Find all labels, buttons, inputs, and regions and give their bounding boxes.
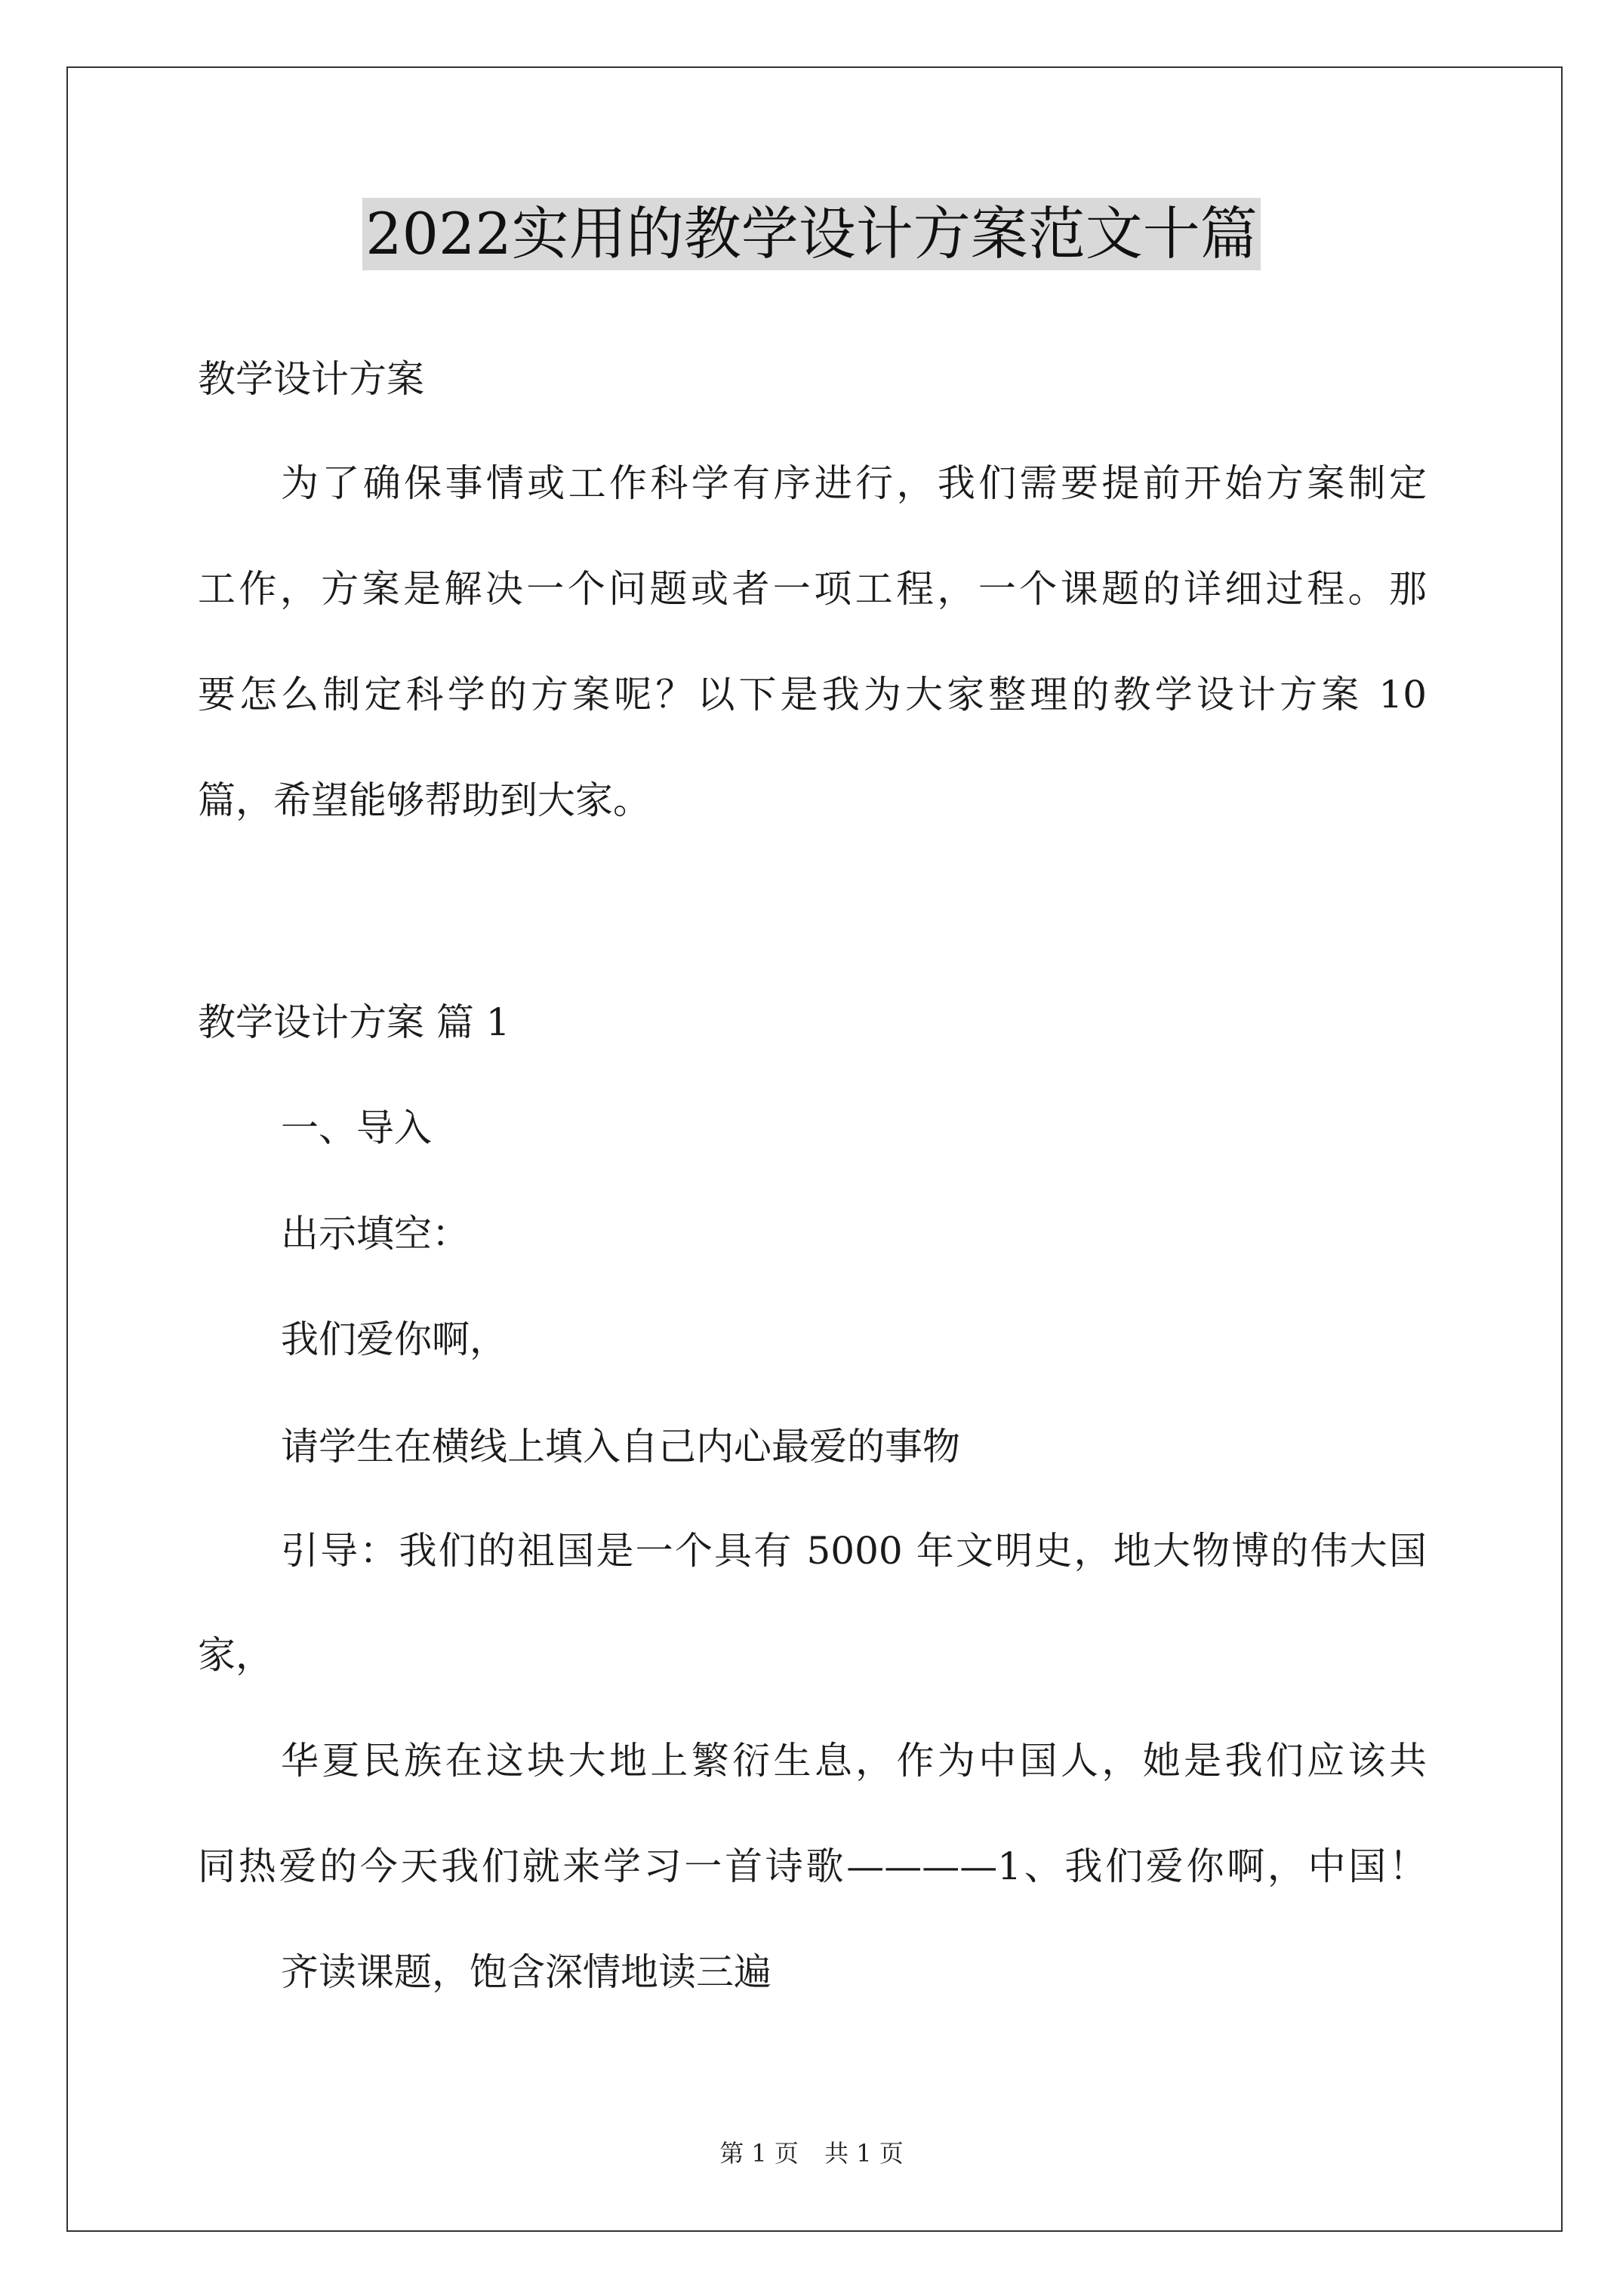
paragraph-line: 为了确保事情或工作科学有序进行，我们需要提前开始方案制定 bbox=[281, 461, 1427, 505]
paragraph-line: 一、导入 bbox=[281, 1106, 432, 1150]
page-total: 共 1 页 bbox=[824, 2139, 904, 2168]
paragraph-line: 篇，希望能够帮助到大家。 bbox=[198, 778, 651, 822]
paragraph-line: 出示填空： bbox=[281, 1212, 470, 1256]
paragraph-line: 同热爱的今天我们就来学习一首诗歌————1、我们爱你啊，中国！ bbox=[198, 1845, 1427, 1888]
paragraph-line: 华夏民族在这块大地上繁衍生息，作为中国人，她是我们应该共 bbox=[281, 1739, 1427, 1783]
paragraph-line: 要怎么制定科学的方案呢？以下是我为大家整理的教学设计方案 10 bbox=[198, 673, 1427, 717]
paragraph-line: 齐读课题，饱含深情地读三遍 bbox=[281, 1950, 771, 1994]
document-title: 2022实用的教学设计方案范文十篇 bbox=[362, 198, 1260, 270]
title-container bbox=[0, 198, 1623, 270]
paragraph-line: 我们爱你啊， bbox=[281, 1318, 507, 1361]
paragraph-line: 引导：我们的祖国是一个具有 5000 年文明史，地大物博的伟大国 bbox=[281, 1529, 1427, 1573]
paragraph-line: 请学生在横线上填入自己内心最爱的事物 bbox=[281, 1425, 960, 1469]
section-heading: 教学设计方案 bbox=[198, 357, 424, 401]
paragraph-line: 家， bbox=[198, 1633, 273, 1677]
paragraph-line: 工作，方案是解决一个问题或者一项工程，一个课题的详细过程。那 bbox=[198, 567, 1427, 611]
page-number: 第 1 页 bbox=[719, 2139, 799, 2168]
section-heading: 教学设计方案 篇 1 bbox=[198, 1000, 510, 1044]
page-footer bbox=[0, 2138, 1623, 2168]
